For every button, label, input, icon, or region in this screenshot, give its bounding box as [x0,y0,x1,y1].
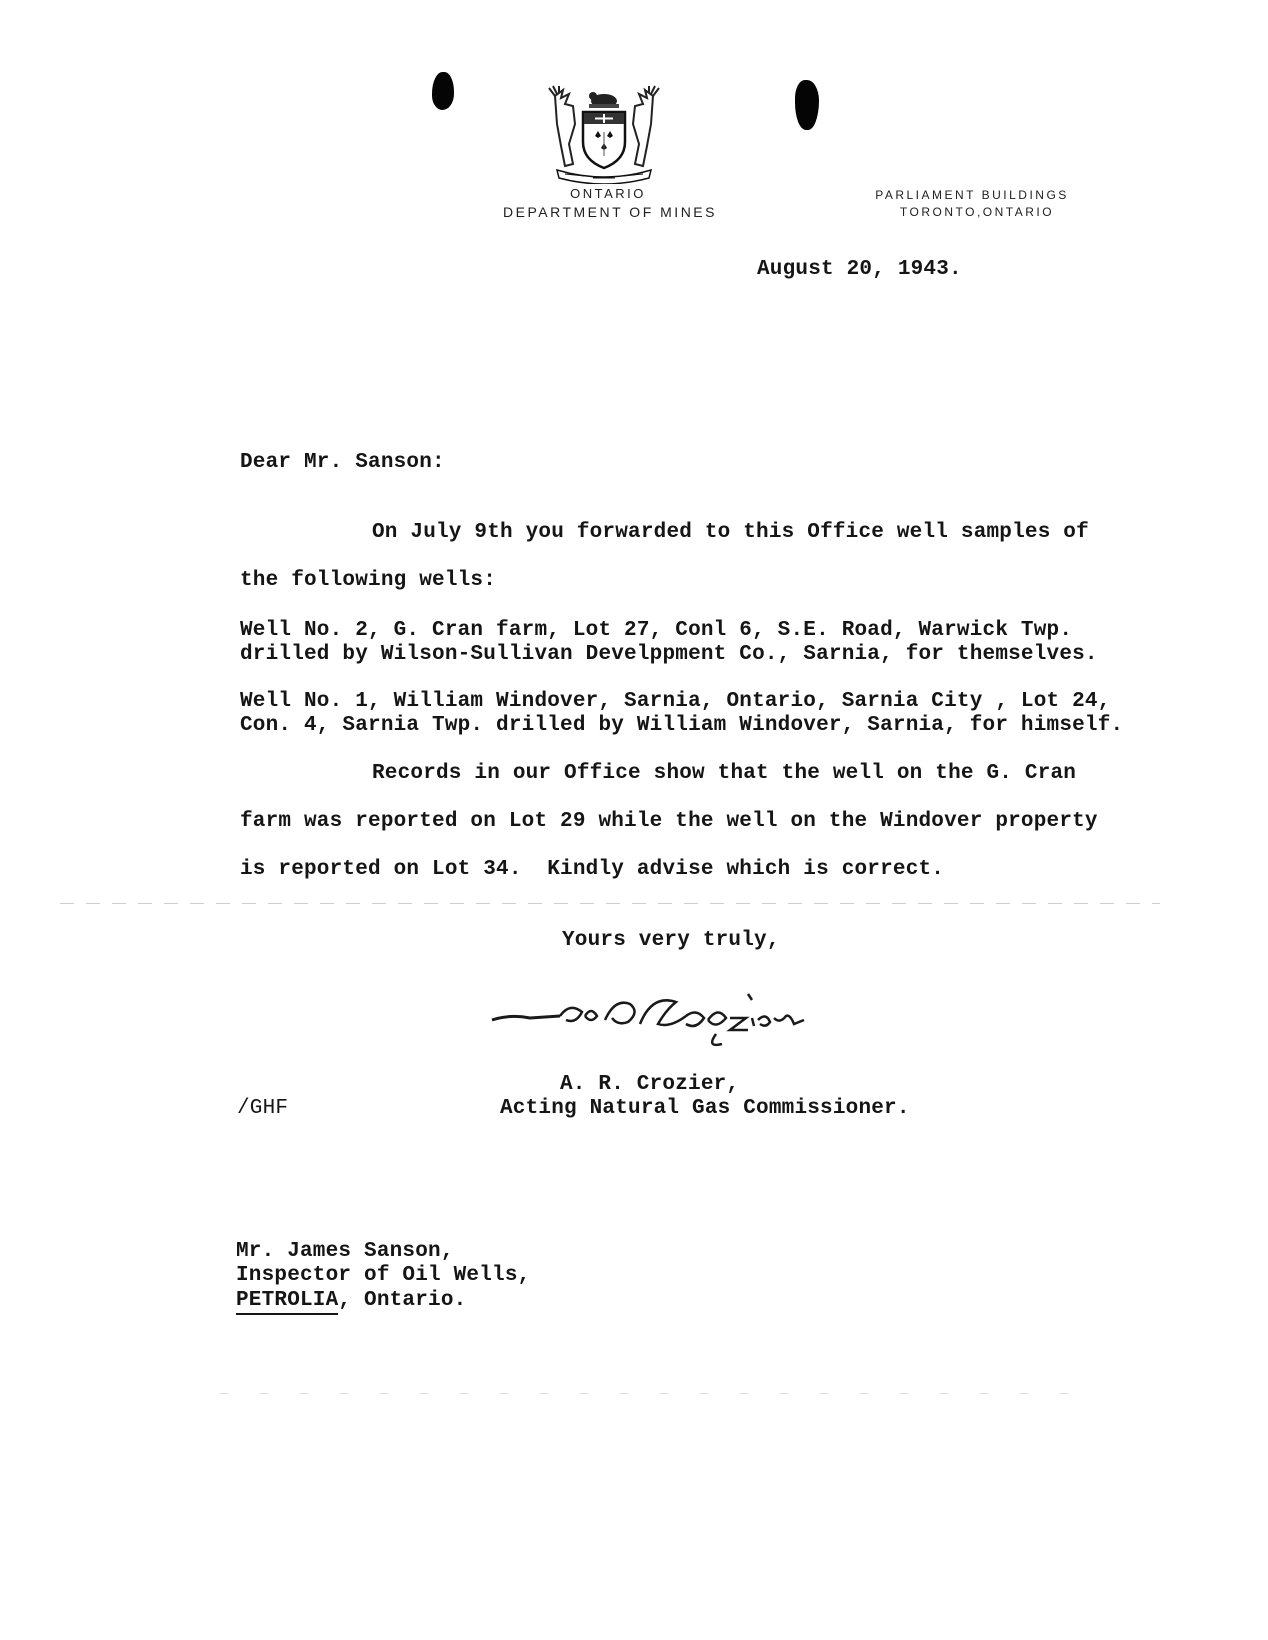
well1-line2: Con. 4, Sarnia Twp. drilled by William Windover, Sarnia, for himself. [240,714,1124,737]
well2-line2: drilled by Wilson-Sullivan Develppment Co., Sarnia, for themselves. [240,643,1098,666]
well1-line1: Well No. 1, William Windover, Sarnia, Ontario, Sarnia City , Lot 24, [240,690,1111,713]
body-para1-line2: the following wells: [240,569,497,592]
bottom-mark [220,1393,1100,1394]
letterhead-province: ONTARIO [570,186,646,201]
body-para1-line1: On July 9th you forwarded to this Office well samples of [372,521,1089,544]
recipient-name: Mr. James Sanson, [236,1240,454,1263]
coat-of-arms-icon [545,84,663,184]
closing: Yours very truly, [562,929,780,952]
letterhead-department: DEPARTMENT OF MINES [503,204,717,220]
letterhead-address-line1: PARLIAMENT BUILDINGS [875,188,1069,202]
recipient-address [236,1289,466,1312]
body-para2-line1: Records in our Office show that the well on the G. Cran [372,762,1077,785]
fold-mark [60,903,1160,904]
letterhead-address-line2: TORONTO,ONTARIO [899,205,1055,219]
well2-line1: Well No. 2, G. Cran farm, Lot 27, Conl 6, S.E. Road, Warwick Twp. [240,619,1073,642]
punch-hole-left [432,72,454,110]
recipient-city: PETROLIA [236,1289,338,1315]
recipient-position: Inspector of Oil Wells, [236,1264,531,1287]
recipient-province: , Ontario. [338,1289,467,1312]
salutation: Dear Mr. Sanson: [240,451,445,474]
signatory-title: Acting Natural Gas Commissioner. [500,1097,910,1120]
reference-initials: /GHF [237,1097,289,1120]
signatory-name: A. R. Crozier, [560,1073,740,1096]
body-para2-line3: is reported on Lot 34. Kindly advise which is correct. [240,858,945,881]
signature-image [490,990,820,1050]
punch-hole-right [795,80,819,130]
letter-date: August 20, 1943. [757,258,962,281]
body-para2-line2: farm was reported on Lot 29 while the well on the Windover property [240,810,1098,833]
